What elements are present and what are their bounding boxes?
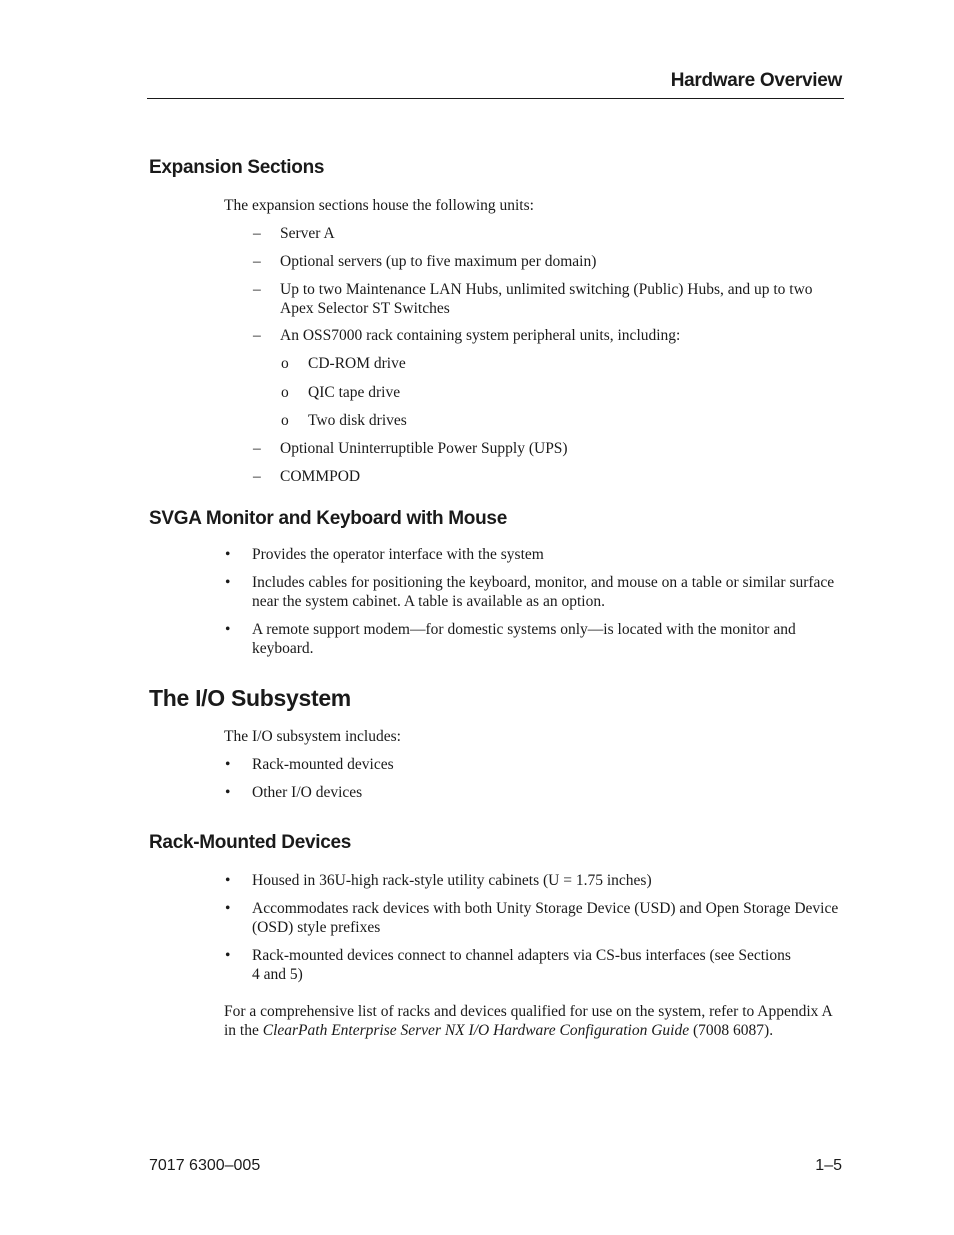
list-item: Rack-mounted devices <box>252 756 394 773</box>
bullet-marker: • <box>225 784 231 801</box>
list-item: A remote support modem—for domestic systems only—is located with the monitor and keyboard. <box>252 621 796 657</box>
dash-marker: – <box>253 225 261 242</box>
dash-marker: – <box>253 253 261 270</box>
list-item: Includes cables for positioning the keyboard, monitor, and mouse on a table or similar surface near the system cabinet. A table is available as an option. <box>252 574 835 610</box>
heading-io-subsystem: The I/O Subsystem <box>149 685 351 711</box>
reference-number: (7008 6087). <box>689 1021 774 1039</box>
sub-list-item: CD-ROM drive <box>308 355 406 372</box>
document-number: 7017 6300–005 <box>149 1157 261 1174</box>
sub-list-item: QIC tape drive <box>308 384 401 401</box>
sub-marker: o <box>281 412 289 429</box>
bullet-marker: • <box>225 900 231 917</box>
guide-title: ClearPath Enterprise Server NX I/O Hardware Configuration Guide <box>262 1021 690 1039</box>
list-item: Provides the operator interface with the system <box>252 546 544 563</box>
bullet-marker: • <box>225 621 231 638</box>
sub-marker: o <box>281 355 289 372</box>
heading-rack-mounted-devices: Rack-Mounted Devices <box>149 832 352 853</box>
bullet-marker: • <box>225 756 231 773</box>
bullet-marker: • <box>225 546 231 563</box>
dash-marker: – <box>253 281 261 298</box>
list-item: An OSS7000 rack containing system peripheral units, including: <box>280 327 681 344</box>
page-number: 1–5 <box>815 1157 842 1174</box>
bullet-marker: • <box>225 574 231 591</box>
heading-svga-monitor: SVGA Monitor and Keyboard with Mouse <box>149 508 507 529</box>
io-intro: The I/O subsystem includes: <box>224 728 401 745</box>
list-item: Server A <box>280 225 335 242</box>
dash-marker: – <box>253 468 261 485</box>
bullet-marker: • <box>225 872 231 889</box>
list-item: COMMPOD <box>280 468 361 485</box>
sub-marker: o <box>281 384 289 401</box>
dash-marker: – <box>253 327 261 344</box>
dash-marker: – <box>253 440 261 457</box>
header-rule <box>147 98 844 99</box>
expansion-intro: The expansion sections house the following units: <box>224 197 534 214</box>
sub-list-item: Two disk drives <box>308 412 407 429</box>
list-item: Housed in 36U-high rack-style utility cabinets (U = 1.75 inches) <box>252 872 652 889</box>
list-item: Accommodates rack devices with both Unity Storage Device (USD) and Open Storage Device (OSD) style prefixes <box>252 900 839 936</box>
running-header: Hardware Overview <box>670 70 842 91</box>
bullet-marker: • <box>225 947 231 964</box>
rack-reference-paragraph <box>224 1003 844 1040</box>
list-item: Other I/O devices <box>252 784 363 801</box>
list-item: Up to two Maintenance LAN Hubs, unlimited switching (Public) Hubs, and up to two Apex Selector ST Switches <box>280 281 813 317</box>
list-item: Optional Uninterruptible Power Supply (UPS) <box>280 440 568 457</box>
heading-expansion-sections: Expansion Sections <box>149 157 325 178</box>
list-item: Optional servers (up to five maximum per domain) <box>280 253 597 270</box>
list-item: Rack-mounted devices connect to channel adapters via CS-bus interfaces (see Sections 4 and 5) <box>252 947 791 983</box>
reference-text: For a comprehensive list of racks and devices qualified for use on the system, refer to Appendix A in the <box>224 1003 832 1039</box>
